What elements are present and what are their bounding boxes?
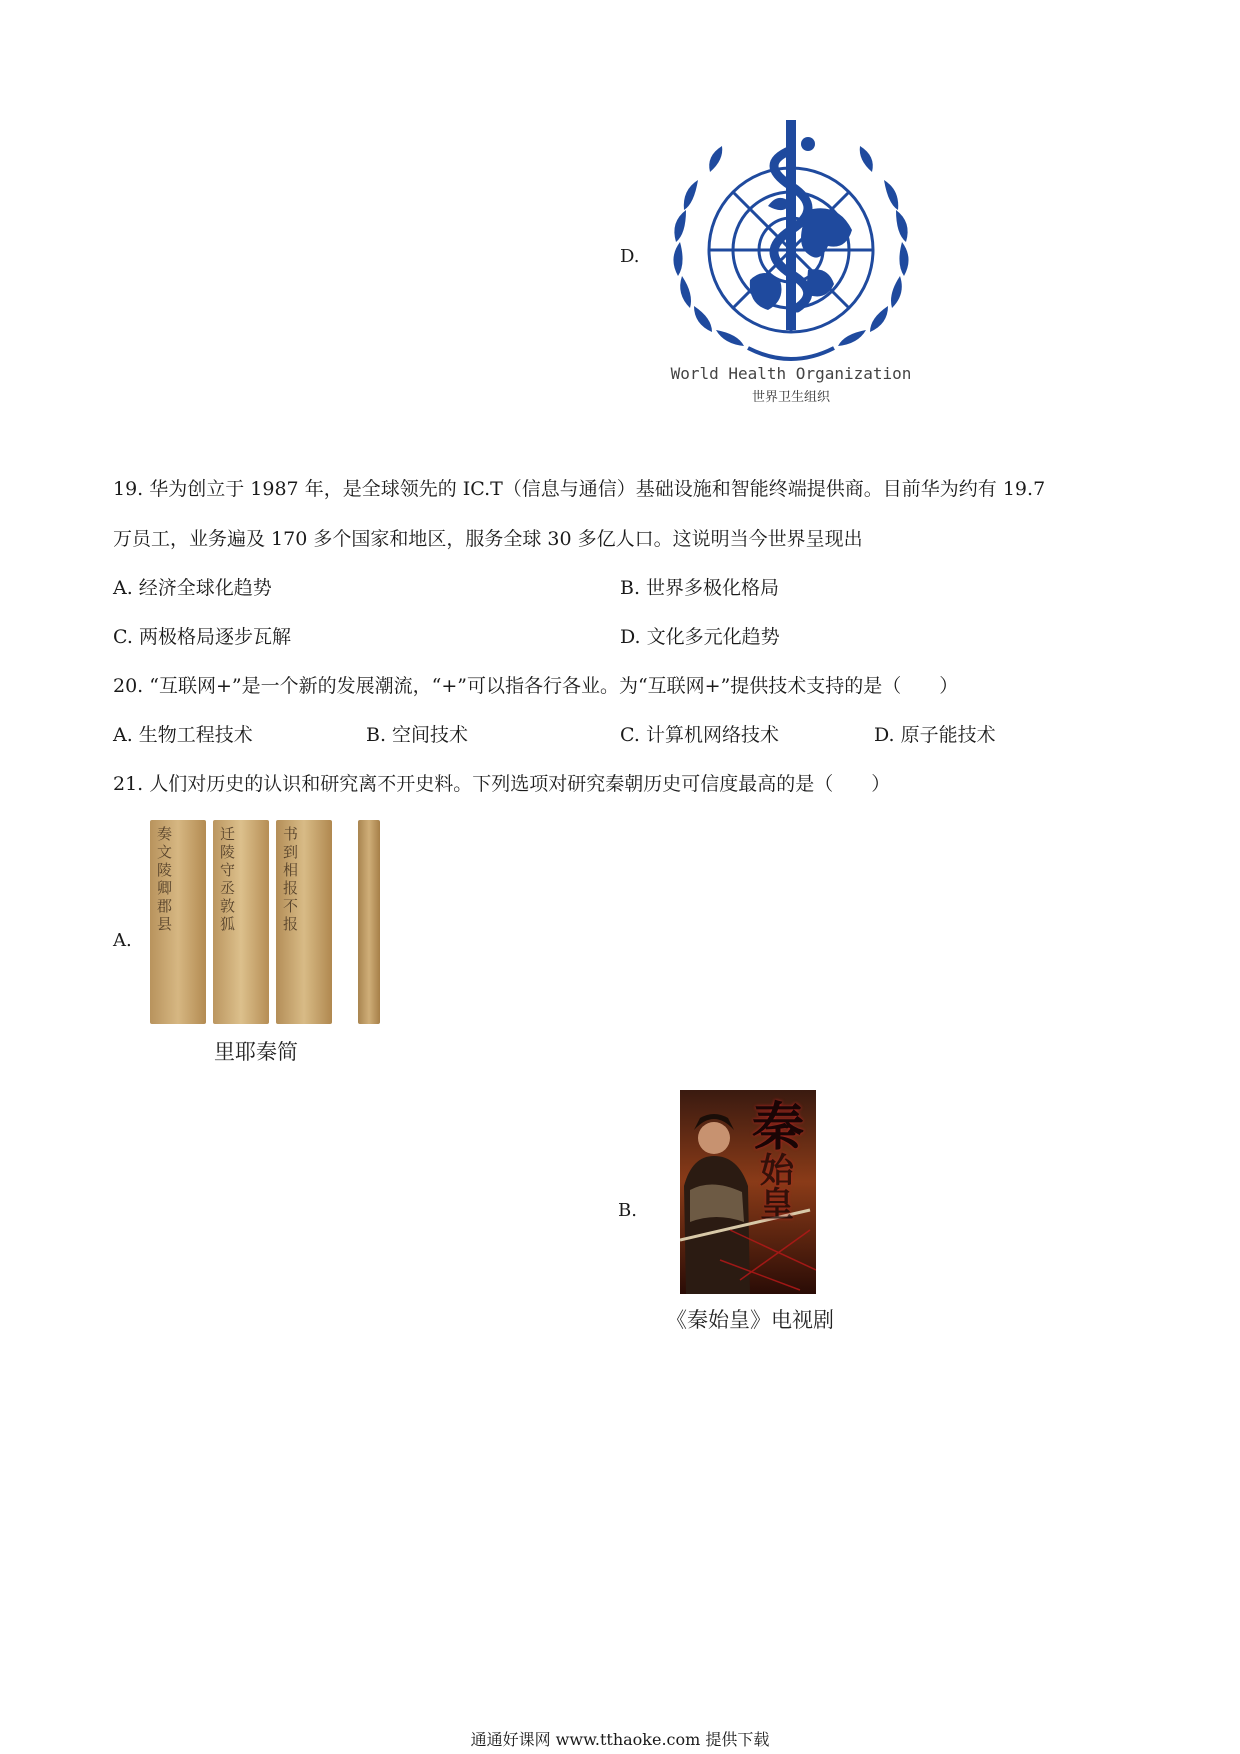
q21-stem: 21. 人们对历史的认识和研究离不开史料。下列选项对研究秦朝历史可信度最高的是（ ） <box>113 773 891 795</box>
who-name-zh: 世界卫生组织 <box>751 390 830 405</box>
q19-option-c[interactable]: C. 两极格局逐步瓦解 <box>113 626 291 648</box>
bamboo-slip: 奏文陵卿郡县 <box>150 820 206 1024</box>
q19-option-d[interactable]: D. 文化多元化趋势 <box>620 626 780 648</box>
who-emblem-icon <box>658 110 924 376</box>
bamboo-slip <box>358 820 380 1024</box>
q20-option-c[interactable]: C. 计算机网络技术 <box>620 724 779 746</box>
q21-option-b-caption: 《秦始皇》电视剧 <box>666 1308 834 1332</box>
q21-option-a-caption: 里耶秦简 <box>214 1040 298 1064</box>
qin-shi-huang-poster-image <box>680 1090 816 1294</box>
q19-stem-line2: 万员工，业务遍及 170 多个国家和地区，服务全球 30 多亿人口。这说明当今世界呈现出 <box>113 528 863 550</box>
poster-title: 秦 始 皇 <box>752 1097 805 1225</box>
q20-option-b[interactable]: B. 空间技术 <box>366 724 469 746</box>
bamboo-slip: 书到相报不报 <box>276 820 332 1024</box>
who-logo <box>658 110 924 376</box>
bamboo-slip: 迁陵守丞敦狐 <box>213 820 269 1024</box>
q21-option-a-label[interactable]: A. <box>113 930 132 951</box>
page-footer: 通通好课网 www.tthaoke.com 提供下载 <box>470 1730 770 1749</box>
q20-option-a[interactable]: A. 生物工程技术 <box>113 724 253 746</box>
q19-option-b[interactable]: B. 世界多极化格局 <box>620 577 780 599</box>
who-name-en: World Health Organization <box>670 364 912 383</box>
q21-option-b-label[interactable]: B. <box>618 1200 637 1221</box>
option-d-label: D. <box>620 246 640 267</box>
q19-option-a[interactable]: A. 经济全球化趋势 <box>113 577 272 599</box>
q20-stem: 20. “互联网+”是一个新的发展潮流，“+”可以指各行各业。为“互联网+”提供技术支持的是（ ） <box>113 675 959 697</box>
q19-stem-line1: 19. 华为创立于 1987 年，是全球领先的 IC.T（信息与通信）基础设施和智能终端提供商。目前华为约有 19.7 <box>113 478 1046 500</box>
liye-qin-slips-image <box>150 820 395 1024</box>
q20-option-d[interactable]: D. 原子能技术 <box>874 724 996 746</box>
